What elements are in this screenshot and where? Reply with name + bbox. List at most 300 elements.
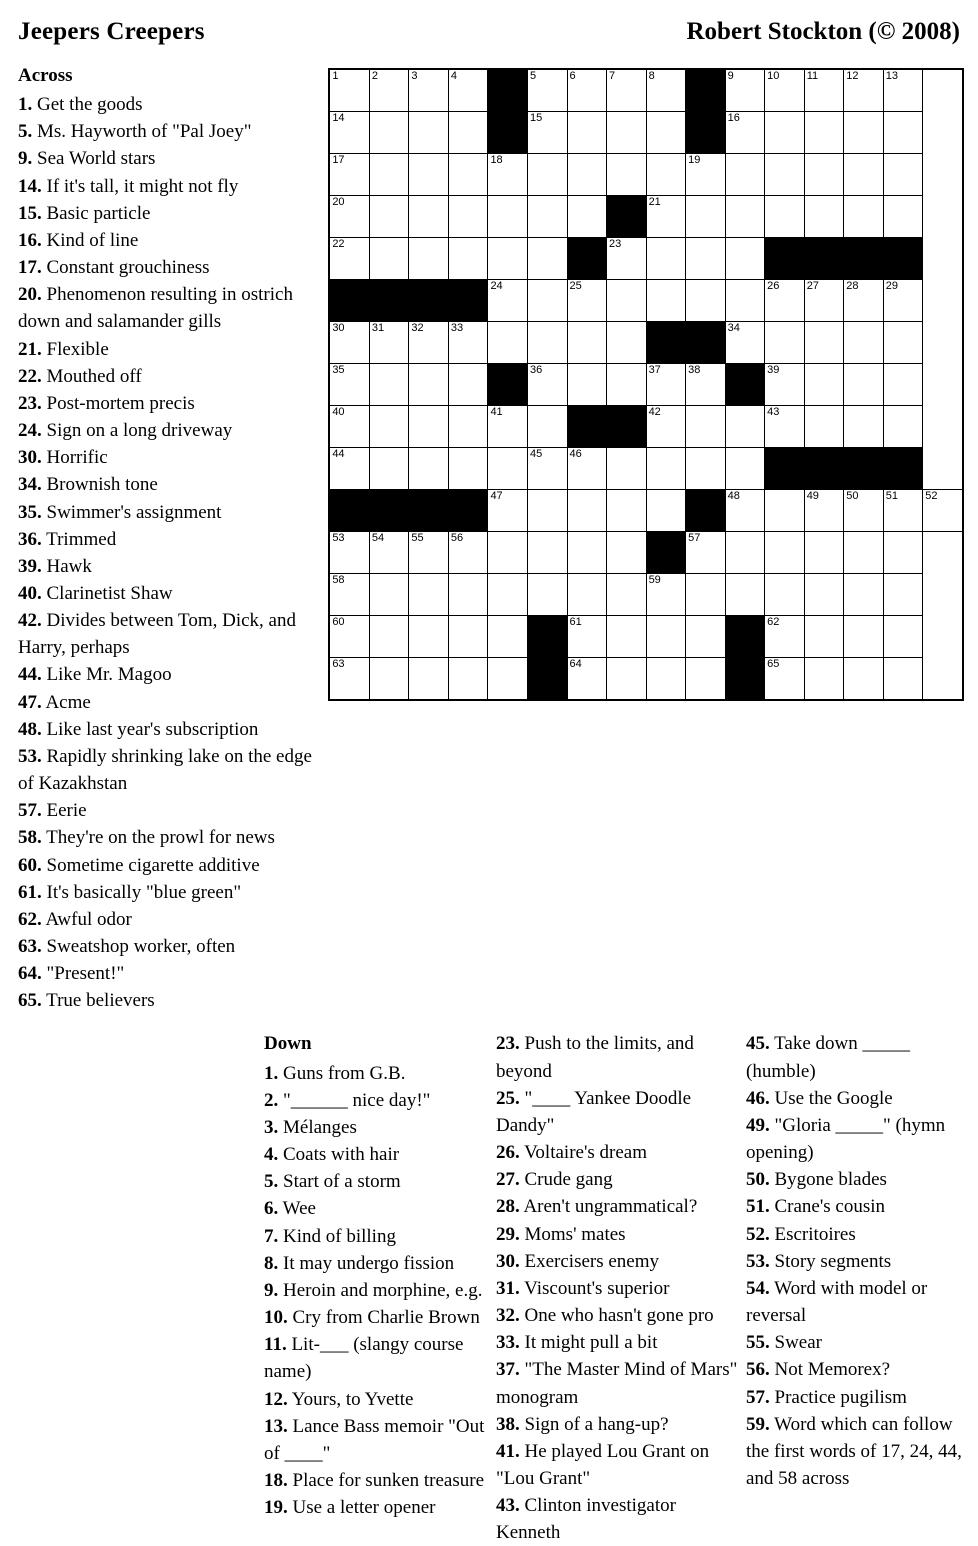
clue-text: Moms' mates: [519, 1223, 626, 1245]
grid-cell[interactable]: [409, 112, 449, 154]
clue-number: 39.: [18, 555, 42, 577]
clue-number: 59.: [746, 1413, 770, 1435]
grid-cell[interactable]: [725, 69, 765, 112]
grid-cell[interactable]: [804, 280, 844, 322]
grid-cell[interactable]: [567, 532, 607, 574]
grid-cell[interactable]: [607, 322, 647, 364]
grid-cell[interactable]: [329, 574, 369, 616]
clue-text: It's basically "blue green": [41, 881, 242, 903]
grid-cell[interactable]: [607, 448, 647, 490]
grid-cell[interactable]: [686, 280, 726, 322]
grid-cell-number: 60: [332, 616, 345, 628]
grid-cell[interactable]: [448, 406, 488, 448]
grid-block-cell: [646, 322, 686, 364]
grid-cell[interactable]: [765, 112, 805, 154]
grid-cell[interactable]: [329, 658, 369, 701]
grid-cell[interactable]: [369, 322, 409, 364]
grid-cell[interactable]: [448, 112, 488, 154]
grid-cell[interactable]: [804, 196, 844, 238]
clue-text: Phenomenon resulting in ostrich down and salamander gills: [18, 284, 293, 333]
grid-cell-number: 51: [885, 490, 898, 502]
grid-cell[interactable]: [607, 69, 647, 112]
down-clue-column-2: [496, 1030, 746, 1546]
clue-item: [496, 1275, 738, 1302]
grid-block-cell: [607, 196, 647, 238]
grid-cell[interactable]: [488, 322, 528, 364]
grid-cell[interactable]: [686, 406, 726, 448]
grid-cell[interactable]: [329, 406, 369, 448]
grid-cell[interactable]: [448, 448, 488, 490]
grid-cell[interactable]: [567, 574, 607, 616]
clue-item: [264, 1250, 488, 1277]
grid-cell[interactable]: [725, 196, 765, 238]
grid-cell[interactable]: [448, 364, 488, 406]
grid-cell[interactable]: [646, 196, 686, 238]
grid-cell[interactable]: [725, 448, 765, 490]
grid-cell-number: 9: [727, 70, 734, 82]
grid-cell[interactable]: [329, 322, 369, 364]
grid-cell[interactable]: [567, 448, 607, 490]
grid-cell[interactable]: [844, 532, 884, 574]
grid-row: [329, 196, 963, 238]
grid-cell[interactable]: [804, 532, 844, 574]
grid-cell-number: 54: [371, 532, 385, 544]
clue-number: 65.: [18, 990, 42, 1012]
grid-cell[interactable]: [765, 280, 805, 322]
clue-text: "Present!": [41, 963, 125, 985]
grid-cell[interactable]: [329, 532, 369, 574]
grid-cell-number: 16: [727, 112, 740, 124]
grid-cell[interactable]: [607, 154, 647, 196]
grid-cell[interactable]: [329, 364, 369, 406]
clue-text: Divides between Tom, Dick, and Harry, perhaps: [18, 610, 296, 659]
grid-cell[interactable]: [844, 658, 884, 701]
grid-cell-number: 63: [332, 658, 345, 670]
grid-cell[interactable]: [725, 154, 765, 196]
grid-cell[interactable]: [607, 112, 647, 154]
grid-cell[interactable]: [725, 532, 765, 574]
clue-text: Get the goods: [32, 94, 143, 116]
grid-cell[interactable]: [369, 196, 409, 238]
grid-cell[interactable]: [765, 406, 805, 448]
grid-cell[interactable]: [448, 196, 488, 238]
clue-text: Sea World stars: [32, 148, 156, 170]
grid-cell[interactable]: [883, 532, 923, 574]
grid-cell[interactable]: [567, 196, 607, 238]
clue-item: [264, 1494, 488, 1521]
grid-cell[interactable]: [765, 616, 805, 658]
clue-number: 19.: [264, 1497, 288, 1519]
grid-cell[interactable]: [488, 616, 528, 658]
grid-cell[interactable]: [369, 658, 409, 701]
grid-cell[interactable]: [567, 154, 607, 196]
grid-cell[interactable]: [488, 154, 528, 196]
grid-cell[interactable]: [883, 280, 923, 322]
grid-cell[interactable]: [607, 658, 647, 701]
grid-cell[interactable]: [488, 448, 528, 490]
grid-cell[interactable]: [646, 658, 686, 701]
grid-cell-number: 31: [371, 322, 385, 334]
grid-cell[interactable]: [844, 280, 884, 322]
grid-cell[interactable]: [527, 532, 567, 574]
grid-cell[interactable]: [607, 364, 647, 406]
grid-cell[interactable]: [369, 574, 409, 616]
clue-text: Trimmed: [41, 528, 117, 550]
grid-cell[interactable]: [686, 658, 726, 701]
grid-cell[interactable]: [409, 196, 449, 238]
grid-cell[interactable]: [567, 112, 607, 154]
clue-text: One who hasn't gone pro: [519, 1305, 714, 1327]
clue-text: Like Mr. Magoo: [41, 664, 172, 686]
grid-cell[interactable]: [883, 406, 923, 448]
grid-cell[interactable]: [448, 238, 488, 280]
clue-item: [18, 852, 320, 879]
grid-cell[interactable]: [804, 154, 844, 196]
grid-cell[interactable]: [409, 406, 449, 448]
grid-cell[interactable]: [329, 238, 369, 280]
grid-cell[interactable]: [844, 112, 884, 154]
grid-cell[interactable]: [527, 406, 567, 448]
grid-cell[interactable]: [883, 69, 923, 112]
clue-item: [496, 1248, 738, 1275]
grid-cell[interactable]: [369, 238, 409, 280]
grid-cell[interactable]: [686, 364, 726, 406]
grid-cell-number: 42: [648, 406, 661, 418]
grid-cell[interactable]: [527, 238, 567, 280]
grid-cell[interactable]: [765, 574, 805, 616]
grid-cell[interactable]: [804, 574, 844, 616]
grid-cell[interactable]: [567, 280, 607, 322]
grid-cell[interactable]: [804, 364, 844, 406]
grid-cell[interactable]: [686, 154, 726, 196]
grid-cell[interactable]: [765, 364, 805, 406]
grid-cell[interactable]: [646, 490, 686, 532]
grid-cell[interactable]: [646, 574, 686, 616]
grid-cell[interactable]: [369, 406, 409, 448]
grid-cell[interactable]: [409, 238, 449, 280]
grid-cell[interactable]: [844, 406, 884, 448]
grid-cell[interactable]: [409, 532, 449, 574]
grid-cell[interactable]: [844, 364, 884, 406]
grid-cell[interactable]: [369, 616, 409, 658]
clue-item: [264, 1141, 488, 1168]
grid-cell[interactable]: [725, 322, 765, 364]
clue-number: 10.: [264, 1307, 288, 1329]
grid-cell[interactable]: [686, 532, 726, 574]
grid-cell[interactable]: [527, 196, 567, 238]
grid-cell-number: 56: [450, 532, 464, 544]
clue-text: Use the Google: [769, 1087, 893, 1109]
grid-cell[interactable]: [607, 490, 647, 532]
grid-cell[interactable]: [607, 574, 647, 616]
grid-cell[interactable]: [804, 490, 844, 532]
grid-cell-number: 57: [688, 532, 701, 544]
grid-cell[interactable]: [448, 658, 488, 701]
grid-cell[interactable]: [883, 196, 923, 238]
grid-cell[interactable]: [488, 490, 528, 532]
clue-item: [18, 471, 320, 498]
grid-cell-number: 49: [806, 490, 819, 502]
clue-item: [264, 1277, 488, 1304]
grid-cell[interactable]: [567, 616, 607, 658]
grid-cell[interactable]: [448, 322, 488, 364]
down-clue-column-1: [264, 1030, 496, 1546]
grid-cell[interactable]: [844, 574, 884, 616]
grid-cell[interactable]: [686, 196, 726, 238]
grid-cell[interactable]: [765, 69, 805, 112]
grid-cell[interactable]: [409, 658, 449, 701]
clue-item: [18, 580, 320, 607]
clue-number: 42.: [18, 610, 42, 632]
grid-cell[interactable]: [488, 406, 528, 448]
grid-cell[interactable]: [448, 154, 488, 196]
grid-row: [329, 616, 963, 658]
grid-cell[interactable]: [804, 406, 844, 448]
grid-cell[interactable]: [527, 112, 567, 154]
clue-text: Flexible: [41, 338, 109, 360]
grid-cell[interactable]: [329, 154, 369, 196]
grid-cell[interactable]: [646, 154, 686, 196]
grid-cell-number: 12: [846, 70, 859, 82]
grid-cell[interactable]: [607, 280, 647, 322]
clue-number: 4.: [264, 1144, 279, 1166]
grid-cell-number: 38: [688, 364, 701, 376]
grid-cell-number: 11: [806, 70, 819, 82]
grid-cell[interactable]: [646, 448, 686, 490]
grid-cell[interactable]: [804, 322, 844, 364]
across-clue-column: [14, 62, 320, 1014]
grid-cell[interactable]: [527, 280, 567, 322]
clue-item: [18, 879, 320, 906]
grid-block-cell: [409, 280, 449, 322]
clue-number: 17.: [18, 257, 42, 279]
clue-text: Brownish tone: [41, 474, 158, 496]
grid-row: [329, 490, 963, 532]
clue-number: 27.: [496, 1169, 520, 1191]
grid-cell[interactable]: [844, 322, 884, 364]
grid-cell[interactable]: [883, 490, 923, 532]
clue-number: 1.: [264, 1062, 279, 1084]
grid-cell[interactable]: [844, 616, 884, 658]
grid-cell[interactable]: [488, 238, 528, 280]
grid-cell-number: 41: [490, 406, 503, 418]
grid-cell[interactable]: [448, 616, 488, 658]
grid-cell[interactable]: [804, 658, 844, 701]
clue-number: 35.: [18, 501, 42, 523]
grid-cell[interactable]: [646, 280, 686, 322]
clue-text: Swear: [769, 1332, 822, 1354]
grid-cell[interactable]: [765, 154, 805, 196]
clue-item: [18, 689, 320, 716]
clue-item: [746, 1221, 978, 1248]
author-credit: Robert Stockton (© 2008): [686, 18, 960, 45]
grid-cell[interactable]: [883, 364, 923, 406]
clue-text: Basic particle: [41, 202, 151, 224]
clue-number: 30.: [496, 1250, 520, 1272]
grid-cell[interactable]: [765, 532, 805, 574]
grid-cell[interactable]: [646, 406, 686, 448]
grid-cell[interactable]: [527, 322, 567, 364]
grid-cell-number: 52: [925, 490, 938, 502]
grid-cell[interactable]: [765, 196, 805, 238]
grid-cell[interactable]: [725, 406, 765, 448]
page-header: [14, 18, 964, 46]
grid-cell-number: 46: [569, 448, 582, 460]
clue-item: [746, 1193, 978, 1220]
grid-cell[interactable]: [409, 364, 449, 406]
grid-row: [329, 658, 963, 701]
grid-cell[interactable]: [844, 154, 884, 196]
grid-cell[interactable]: [883, 658, 923, 701]
grid-cell[interactable]: [369, 364, 409, 406]
grid-cell[interactable]: [488, 532, 528, 574]
clue-text: Lance Bass memoir "Out of ____": [264, 1415, 485, 1464]
grid-cell[interactable]: [527, 490, 567, 532]
clue-number: 6.: [264, 1198, 279, 1220]
grid-cell[interactable]: [725, 112, 765, 154]
grid-cell[interactable]: [883, 154, 923, 196]
grid-cell-number: 45: [529, 448, 543, 460]
clue-item: [746, 1112, 978, 1166]
grid-cell[interactable]: [448, 69, 488, 112]
grid-cell[interactable]: [488, 196, 528, 238]
grid-cell-number: 5: [529, 70, 537, 82]
grid-cell[interactable]: [883, 112, 923, 154]
clue-item: [264, 1114, 488, 1141]
grid-cell[interactable]: [844, 490, 884, 532]
grid-cell[interactable]: [804, 616, 844, 658]
grid-cell[interactable]: [527, 364, 567, 406]
grid-cell[interactable]: [567, 490, 607, 532]
clue-item: [18, 607, 320, 661]
clue-text: Not Memorex?: [769, 1359, 891, 1381]
grid-cell[interactable]: [686, 448, 726, 490]
grid-cell-number: 61: [569, 616, 582, 628]
grid-cell-number: 55: [411, 532, 424, 544]
grid-cell[interactable]: [369, 69, 409, 112]
grid-cell[interactable]: [567, 69, 607, 112]
grid-cell[interactable]: [567, 364, 607, 406]
grid-cell-number: 65: [767, 658, 780, 670]
grid-cell[interactable]: [765, 322, 805, 364]
grid-cell[interactable]: [923, 490, 963, 532]
grid-cell[interactable]: [607, 532, 647, 574]
grid-cell[interactable]: [725, 280, 765, 322]
grid-cell[interactable]: [488, 574, 528, 616]
clue-item: [264, 1223, 488, 1250]
grid-cell[interactable]: [765, 658, 805, 701]
grid-cell-number: 2: [371, 70, 378, 82]
grid-cell[interactable]: [527, 574, 567, 616]
across-clue-list: [18, 91, 320, 1014]
grid-cell[interactable]: [409, 574, 449, 616]
grid-cell[interactable]: [409, 322, 449, 364]
page-title: Jeepers Creepers: [18, 18, 205, 45]
grid-cell[interactable]: [607, 616, 647, 658]
grid-cell[interactable]: [883, 574, 923, 616]
grid-cell[interactable]: [844, 196, 884, 238]
grid-block-cell: [686, 112, 726, 154]
clue-text: Lit-___ (slangy course name): [264, 1334, 464, 1383]
clue-number: 44.: [18, 664, 42, 686]
grid-cell[interactable]: [369, 448, 409, 490]
clue-number: 16.: [18, 229, 42, 251]
clue-number: 52.: [746, 1223, 770, 1245]
grid-cell[interactable]: [686, 238, 726, 280]
grid-cell[interactable]: [448, 574, 488, 616]
grid-cell[interactable]: [527, 69, 567, 112]
clue-number: 62.: [18, 908, 42, 930]
grid-cell[interactable]: [646, 616, 686, 658]
grid-cell-number: 23: [609, 238, 622, 250]
grid-cell[interactable]: [369, 154, 409, 196]
clue-item: [746, 1030, 978, 1084]
grid-cell[interactable]: [725, 490, 765, 532]
grid-cell[interactable]: [725, 574, 765, 616]
grid-cell[interactable]: [607, 238, 647, 280]
clue-number: 64.: [18, 963, 42, 985]
grid-cell[interactable]: [646, 112, 686, 154]
grid-block-cell: [844, 238, 884, 280]
clue-number: 57.: [18, 800, 42, 822]
grid-cell[interactable]: [567, 658, 607, 701]
grid-cell[interactable]: [804, 69, 844, 112]
grid-cell[interactable]: [844, 69, 884, 112]
clue-text: Story segments: [769, 1250, 892, 1272]
grid-cell[interactable]: [448, 532, 488, 574]
grid-cell[interactable]: [646, 364, 686, 406]
grid-cell[interactable]: [329, 69, 369, 112]
grid-cell[interactable]: [883, 322, 923, 364]
grid-cell[interactable]: [765, 490, 805, 532]
grid-cell[interactable]: [369, 532, 409, 574]
grid-cell[interactable]: [567, 322, 607, 364]
grid-cell[interactable]: [527, 448, 567, 490]
crossword-grid[interactable]: [328, 68, 964, 701]
clue-text: Eerie: [41, 800, 87, 822]
grid-cell[interactable]: [329, 112, 369, 154]
grid-cell[interactable]: [883, 616, 923, 658]
grid-cell[interactable]: [646, 69, 686, 112]
grid-cell[interactable]: [488, 658, 528, 701]
grid-cell[interactable]: [686, 574, 726, 616]
clue-text: He played Lou Grant on "Lou Grant": [496, 1440, 710, 1489]
grid-cell[interactable]: [329, 616, 369, 658]
grid-cell[interactable]: [488, 280, 528, 322]
grid-block-cell: [448, 490, 488, 532]
grid-cell[interactable]: [646, 238, 686, 280]
clue-item: [496, 1139, 738, 1166]
down-heading: Down: [264, 1033, 312, 1055]
grid-cell-number: 40: [332, 406, 345, 418]
grid-cell[interactable]: [409, 616, 449, 658]
grid-cell[interactable]: [329, 196, 369, 238]
grid-cell[interactable]: [527, 154, 567, 196]
grid-cell[interactable]: [725, 238, 765, 280]
grid-row: [329, 322, 963, 364]
clue-text: Rapidly shrinking lake on the edge of Kazakhstan: [18, 745, 312, 795]
grid-cell[interactable]: [369, 112, 409, 154]
grid-cell[interactable]: [409, 69, 449, 112]
grid-cell[interactable]: [329, 448, 369, 490]
grid-cell-number: 20: [332, 196, 345, 208]
grid-cell[interactable]: [686, 616, 726, 658]
grid-cell[interactable]: [409, 154, 449, 196]
clue-item: [18, 553, 320, 580]
grid-cell[interactable]: [409, 448, 449, 490]
clue-number: 9.: [264, 1279, 279, 1301]
grid-cell[interactable]: [804, 112, 844, 154]
